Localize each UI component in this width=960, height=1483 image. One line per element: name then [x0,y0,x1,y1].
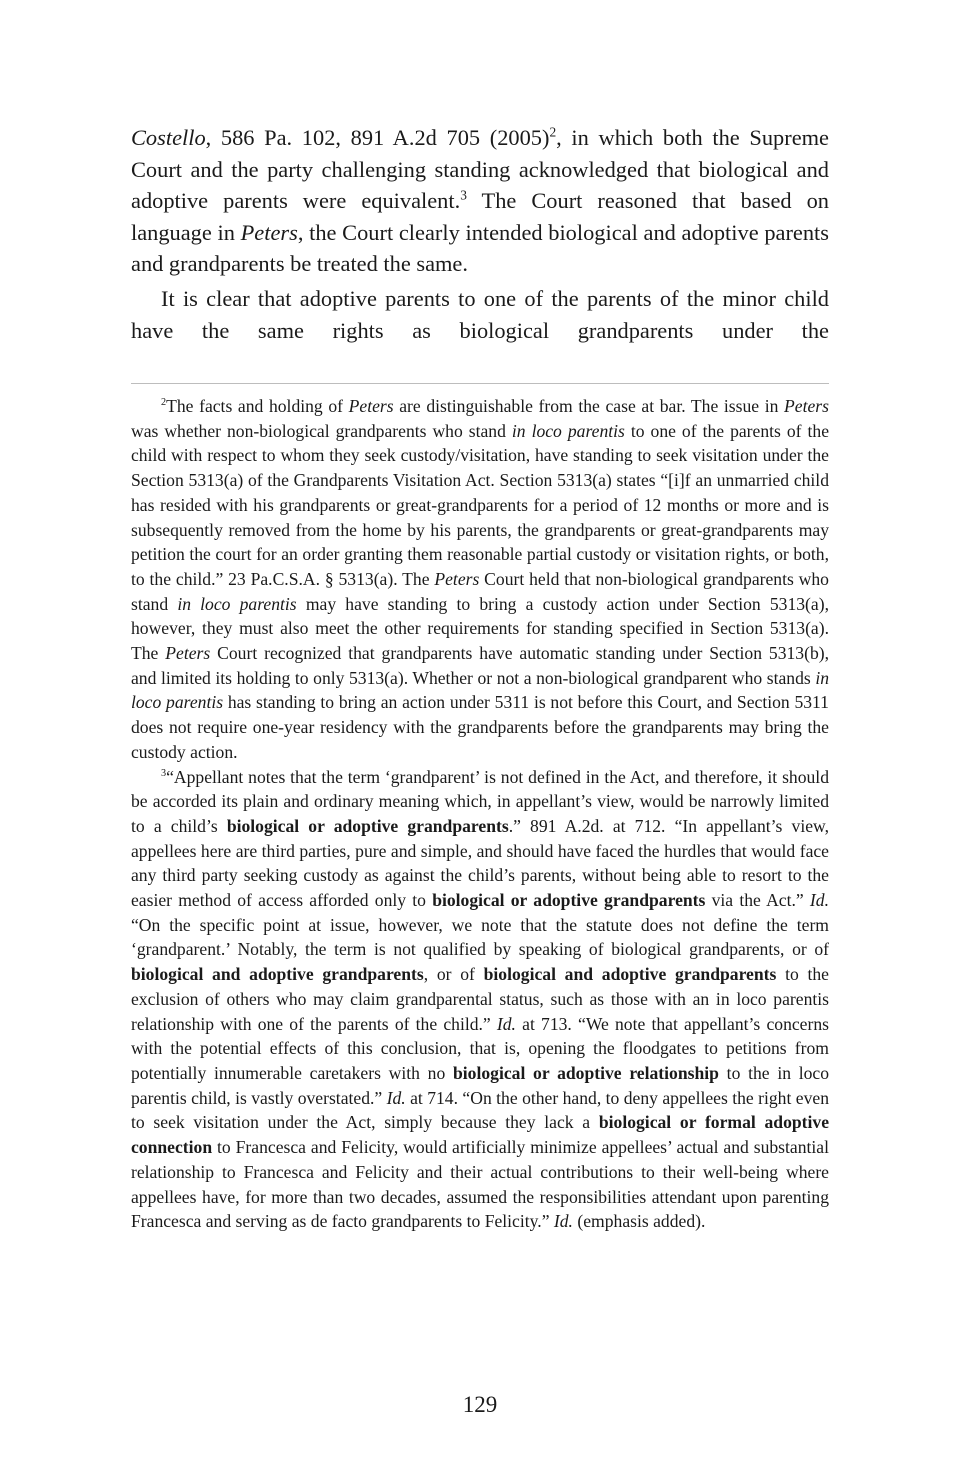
footnote-2-text: to one of the parents of the child with respect to whom they seek custody/visitation, have standing to seek visitation under the Section 5313(a) of the Grandparents Visitation Act. Section 5313(a) states “[i]f an unmarried child has resided with his grandparents or great-grandparents for a period of 12 months or more and is subsequently removed from the home by his parents, the grandparents or great-grandparents may petition the court for an order granting them reasonable partial custody or visitation rights, or both, to the child.” 23 Pa.C.S.A. § 5313(a). The [131,420,830,589]
footnotes [131,394,829,1234]
case-name-peters: Peters [240,219,298,245]
paragraph-1 [131,122,829,280]
paragraph-2-text: It is clear that adoptive parents to one of the parents of the minor child have the same rights as biological grandparents under the [131,285,829,343]
footnote-3-text: to Francesca and Felicity, would artificially minimize appellees’ actual and substantial relationship to Francesca and Felicity and their actual contributions to their well-being where appellees have, for more than two decades, assumed the responsibilities attendant upon parenting Francesca and serving as de facto grandparents to Felicity.” [131,1137,829,1232]
emphasis: biological or adoptive grandparents [226,815,509,836]
case-name-peters: Peters [434,568,480,589]
footnote-3-text: “Appellant notes that the term ‘grandparent’ is not defined in the Act, and therefore, it should be accorded its plain and ordinary meaning which, in appellant’s view, would be narrowly limited to a child’s [131,766,829,836]
footnote-number: 2 [161,397,167,409]
footnote-3-text: at 714. “On the other hand, to deny appellees the right even to seek visitation under the Act, simply because they lack a [131,1087,830,1133]
latin-phrase: in loco parentis [511,420,625,441]
latin-phrase: in loco parentis [131,667,829,713]
footnote-3-text: “On the specific point at issue, however, we note that the statute does not define the term ‘grandparent.’ Notably, the term is not qualified by speaking of biological grandparents, or of [131,914,829,960]
latin-phrase: in loco parentis [177,593,297,614]
paragraph-2 [131,283,829,346]
main-text [131,122,829,346]
footnote-2-text: may have standing to bring a custody action under Section 5313(a), however, they must also meet the other requirements for standing specified in Section 5313(a). The [131,593,829,664]
case-name-peters: Peters [784,396,829,416]
emphasis: biological and adoptive grandparents [131,964,424,985]
footnote-2-text: Court recognized that grandparents have automatic standing under Section 5313(b), and limited its holding to only 5313(a). Whether or not a non-biological grandparent who stands [131,643,829,688]
footnote-2-text: was whether non-biological grandparents who stand [131,420,512,441]
citation-id: Id. [386,1087,406,1108]
footnote-ref-2: 2 [549,124,557,140]
footnote-2-text: are distinguishable from the case at bar. The issue in [393,396,785,416]
footnote-2-text: has standing to bring an action under 5311 is not before this Court, and Section 5311 does not require one-year residency with the grandparents before the grandparents may bring the custody action. [131,692,829,762]
footnote-3 [131,765,829,1234]
footnote-3-text: to the exclusion of others who may claim grandparental status, such as those with an in loco parentis relationship with one of the parents of the child.” [131,964,829,1034]
paragraph-1-text-c: , the Court clearly intended biological and adoptive parents and grandparents be treated the same. [131,219,829,277]
footnote-3-text: at 713. “We note that appellant’s concerns with the potential effects of this conclusion, that is, opening the floodgates to petitions from potentially innumerable caretakers with no [131,1013,829,1083]
footnote-2-text: The facts and holding of [166,396,349,416]
case-name-peters: Peters [165,643,211,664]
emphasis: biological or formal adoptive connection [131,1112,829,1158]
footnote-3-text: via the Act.” [705,890,810,911]
page-number: 129 [462,1392,498,1417]
case-name: Costello [131,125,206,150]
emphasis: biological and adoptive grandparents [483,964,777,985]
footnote-divider [131,383,829,384]
emphasis: biological or adoptive grandparents [432,890,706,911]
citation-id: Id. [496,1013,516,1034]
footnote-2-text: Court held that non-biological grandparents who stand [131,568,829,614]
footnote-3-text: , or of [423,964,484,985]
footnote-3-text: to the in loco parentis child, is vastly overstated.” [131,1062,830,1108]
paragraph-1-text-b: The Court reasoned that based on language in [131,188,829,245]
citation-id: Id. [553,1211,573,1232]
footnote-3-text: (emphasis added). [572,1211,706,1232]
emphasis: biological or adoptive relationship [453,1062,719,1083]
footnote-number: 3 [161,767,167,779]
case-name-peters: Peters [348,396,394,416]
paragraph-1-text-a: , in which both the Supreme Court and the party challenging standing acknowledged that biological and adoptive parents were equivalent. [131,125,829,214]
footnote-2 [131,394,829,765]
citation: , 586 Pa. 102, 891 A.2d 705 (2005) [205,125,550,150]
footnote-ref-3: 3 [460,187,467,203]
footnote-3-text: .” 891 A.2d. at 712. “In appellant’s view, appellees here are third parties, pure and simple, and should have faced the hurdles that would face any third party seeking custody as against the child’s parents, without being able to resort to the easier method of access afforded only to [131,815,829,911]
citation-id: Id. [809,890,829,911]
